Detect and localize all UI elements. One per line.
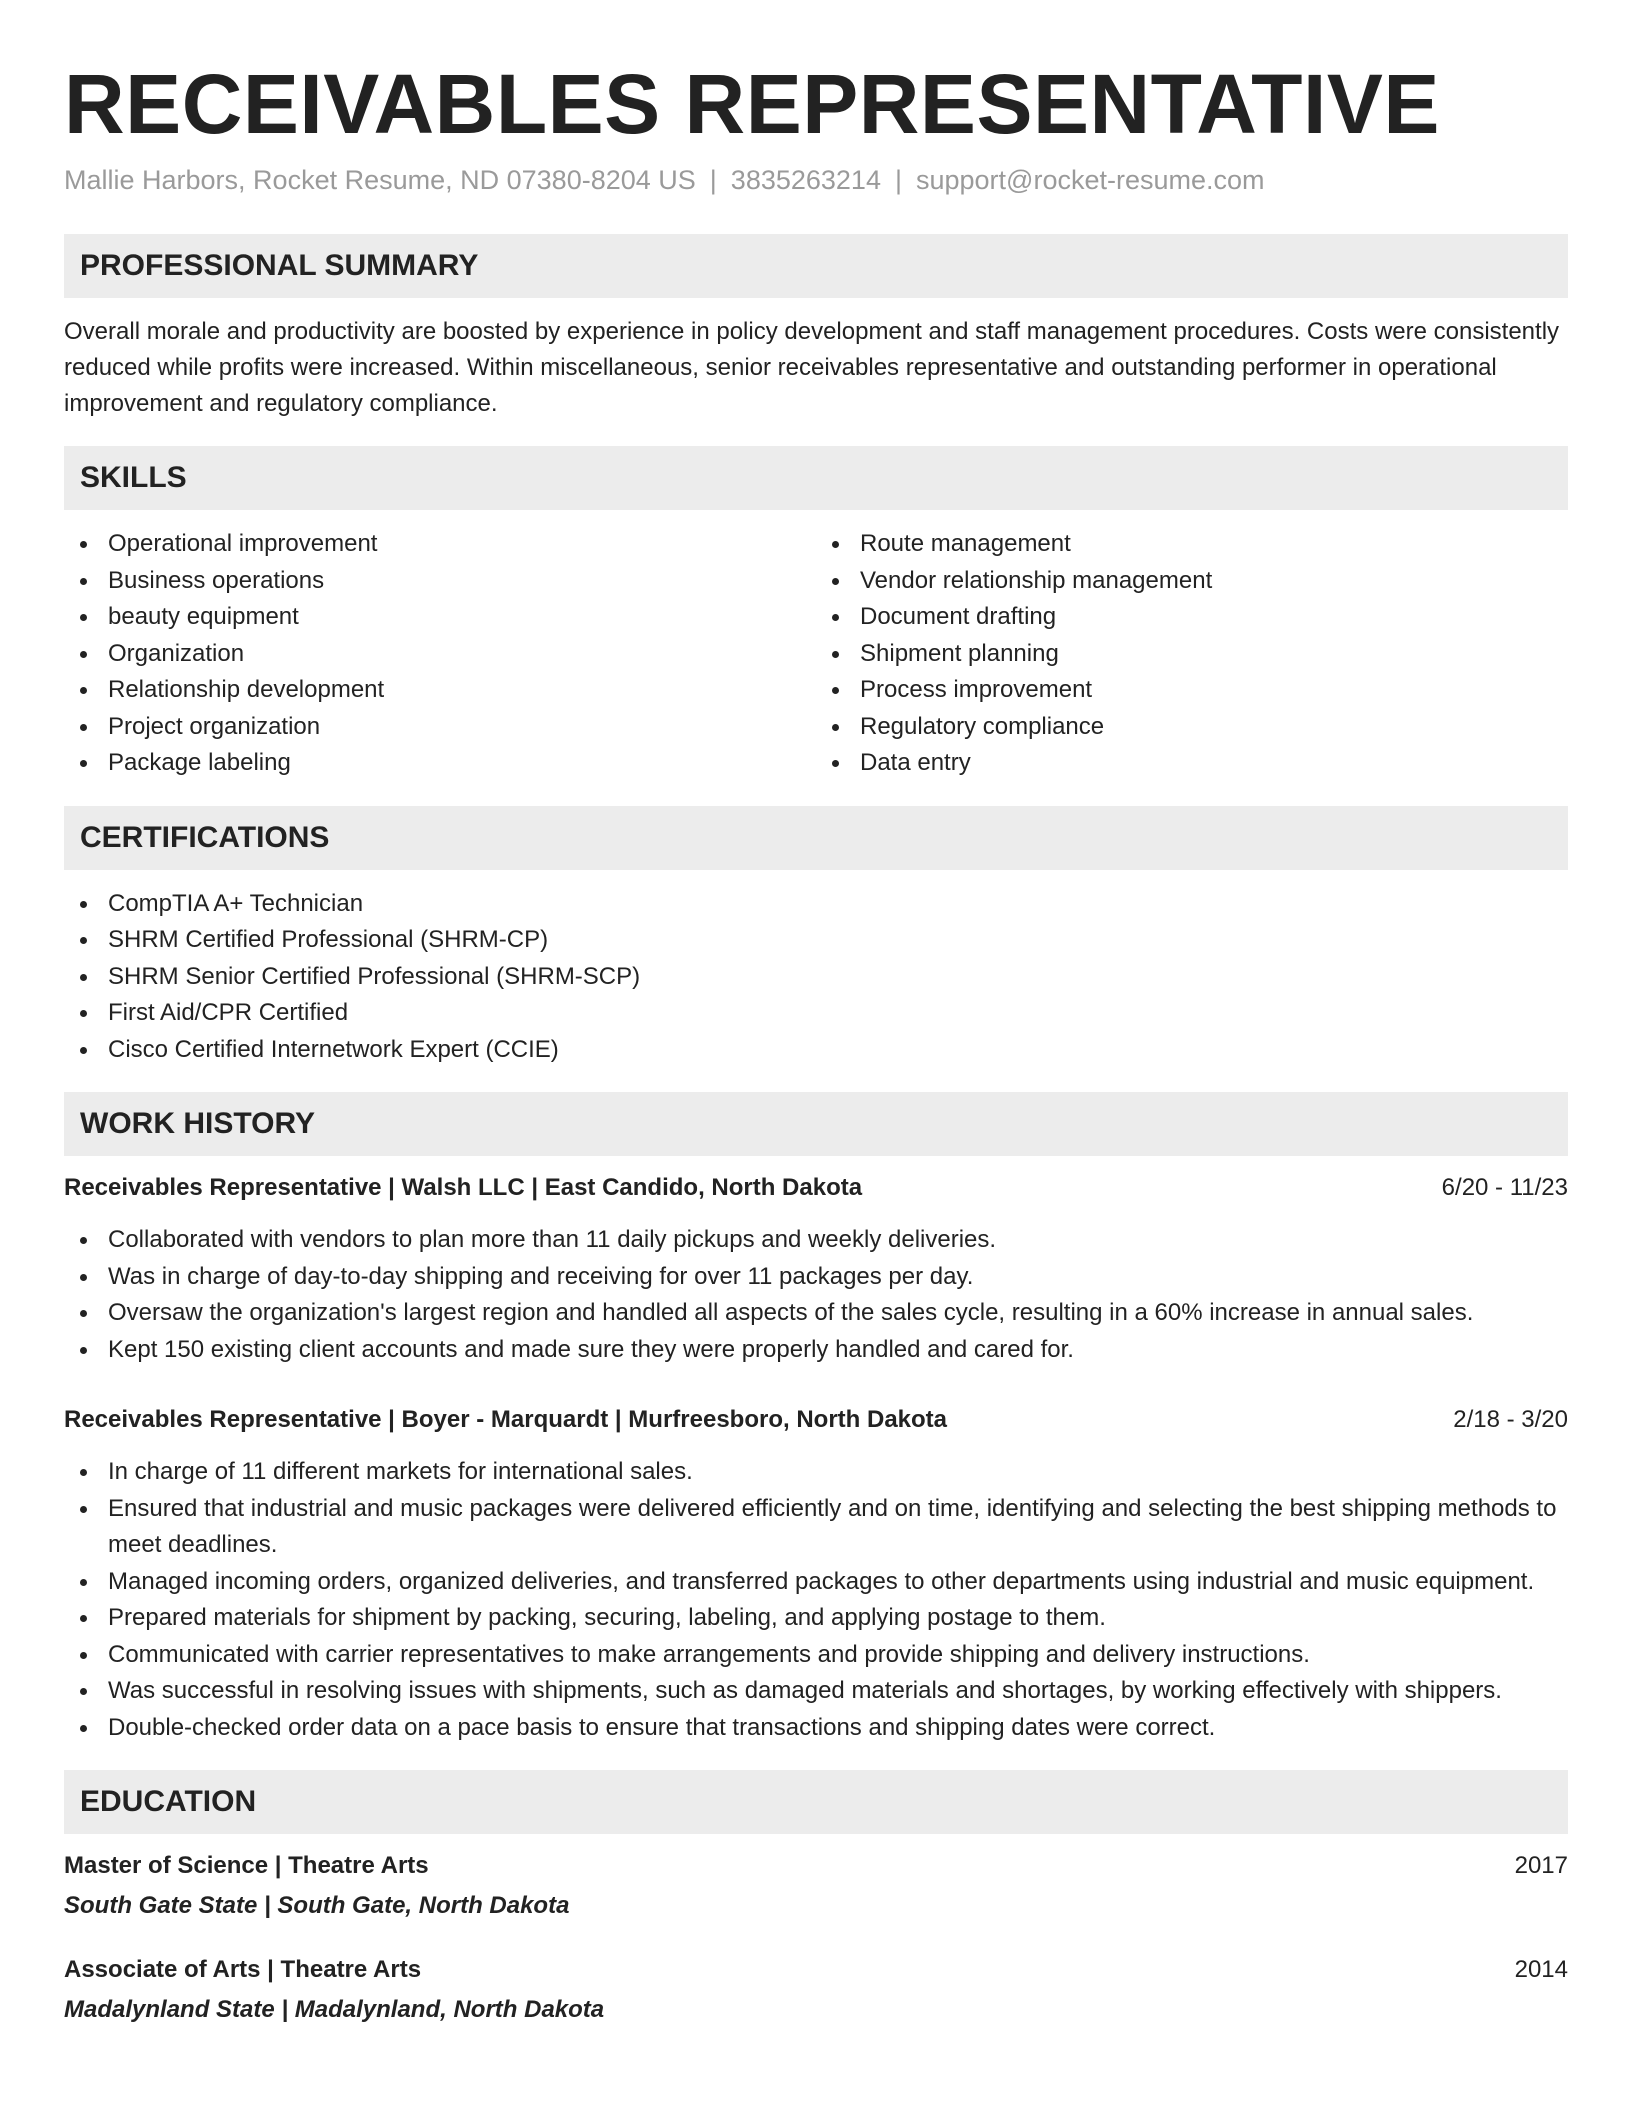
job-bullet: Oversaw the organization's largest region and handled all aspects of the sales cycle, resulting in a 60% increase in annual sales. <box>64 1295 1568 1332</box>
contact-address: Mallie Harbors, Rocket Resume, ND 07380-8204 US <box>64 165 696 195</box>
job-entry <box>64 1170 1568 1368</box>
education-school: Madalynland State | Madalynland, North Dakota <box>64 1996 605 2023</box>
skill-item: Business operations <box>64 563 816 600</box>
skill-item: Relationship development <box>64 672 816 709</box>
contact-email: support@rocket-resume.com <box>915 165 1265 195</box>
skill-item: Regulatory compliance <box>816 709 1568 746</box>
job-bullets <box>64 1454 1568 1746</box>
job-entry <box>64 1402 1568 1746</box>
skill-item: beauty equipment <box>64 599 816 636</box>
skill-item: Process improvement <box>816 672 1568 709</box>
job-title: Receivables Representative | Boyer - Marquardt | Murfreesboro, North Dakota <box>64 1406 948 1433</box>
job-bullet: Prepared materials for shipment by packing, securing, labeling, and applying postage to them. <box>64 1600 1568 1637</box>
job-bullet: Managed incoming orders, organized deliveries, and transferred packages to other departments using industrial and music equipment. <box>64 1564 1568 1601</box>
job-bullet: Ensured that industrial and music packages were delivered efficiently and on time, identifying and selecting the best shipping methods to meet deadlines. <box>64 1491 1568 1564</box>
education-year: 2014 <box>1514 1956 1568 1983</box>
section-heading-certifications: CERTIFICATIONS <box>64 806 1568 870</box>
job-bullet: Was successful in resolving issues with shipments, such as damaged materials and shortages, by working effectively with shippers. <box>64 1673 1568 1710</box>
certification-item: SHRM Senior Certified Professional (SHRM-SCP) <box>64 959 1568 996</box>
skill-item: Operational improvement <box>64 526 816 563</box>
skills-column-left <box>64 526 816 782</box>
skill-item: Route management <box>816 526 1568 563</box>
job-header <box>64 1170 1568 1206</box>
education-header <box>64 1848 1568 1884</box>
skill-item: Shipment planning <box>816 636 1568 673</box>
job-bullet: Double-checked order data on a pace basis to ensure that transactions and shipping dates were correct. <box>64 1710 1568 1747</box>
skill-item: Package labeling <box>64 745 816 782</box>
job-bullets <box>64 1222 1568 1368</box>
job-dates: 2/18 - 3/20 <box>1453 1406 1568 1433</box>
contact-separator: | <box>894 165 902 195</box>
certification-item: CompTIA A+ Technician <box>64 886 1568 923</box>
education-degree: Associate of Arts | Theatre Arts <box>64 1956 422 1983</box>
education-degree: Master of Science | Theatre Arts <box>64 1852 429 1879</box>
job-bullet: Collaborated with vendors to plan more than 11 daily pickups and weekly deliveries. <box>64 1222 1568 1259</box>
skill-item: Document drafting <box>816 599 1568 636</box>
certification-item: Cisco Certified Internetwork Expert (CCIE) <box>64 1032 1568 1069</box>
job-header <box>64 1402 1568 1438</box>
job-bullet: Was in charge of day-to-day shipping and receiving for over 11 packages per day. <box>64 1259 1568 1296</box>
section-heading-summary: PROFESSIONAL SUMMARY <box>64 234 1568 298</box>
job-bullet: Communicated with carrier representatives to make arrangements and provide shipping and delivery instructions. <box>64 1637 1568 1674</box>
skill-item: Data entry <box>816 745 1568 782</box>
section-heading-work-history: WORK HISTORY <box>64 1092 1568 1156</box>
certification-item: SHRM Certified Professional (SHRM-CP) <box>64 922 1568 959</box>
certification-item: First Aid/CPR Certified <box>64 995 1568 1032</box>
certifications-list <box>64 886 1568 1069</box>
summary-text: Overall morale and productivity are boosted by experience in policy development and staff management procedures. Costs were consistently reduced while profits were increased. Within miscellaneous, senior receivables representative and outstanding performer in operational improvement and regulatory compliance. <box>64 318 1560 417</box>
education-entry <box>64 1952 1568 2028</box>
section-heading-education: EDUCATION <box>64 1770 1568 1834</box>
contact-separator: | <box>709 165 717 195</box>
skill-item: Organization <box>64 636 816 673</box>
job-bullet: Kept 150 existing client accounts and made sure they were properly handled and cared for. <box>64 1332 1568 1369</box>
contact-phone: 3835263214 <box>730 165 881 195</box>
skill-item: Vendor relationship management <box>816 563 1568 600</box>
skills-list <box>64 526 1568 782</box>
education-entry <box>64 1848 1568 1924</box>
skills-column-right <box>816 526 1568 782</box>
education-year: 2017 <box>1514 1852 1568 1879</box>
job-dates: 6/20 - 11/23 <box>1441 1174 1568 1201</box>
job-title: Receivables Representative | Walsh LLC | East Candido, North Dakota <box>64 1174 863 1201</box>
contact-line <box>64 162 1568 198</box>
education-school: South Gate State | South Gate, North Dakota <box>64 1892 570 1919</box>
skill-item: Project organization <box>64 709 816 746</box>
section-heading-skills: SKILLS <box>64 446 1568 510</box>
job-bullet: In charge of 11 different markets for international sales. <box>64 1454 1568 1491</box>
resume-title: RECEIVABLES REPRESENTATIVE <box>64 57 1440 151</box>
education-header <box>64 1952 1568 1988</box>
